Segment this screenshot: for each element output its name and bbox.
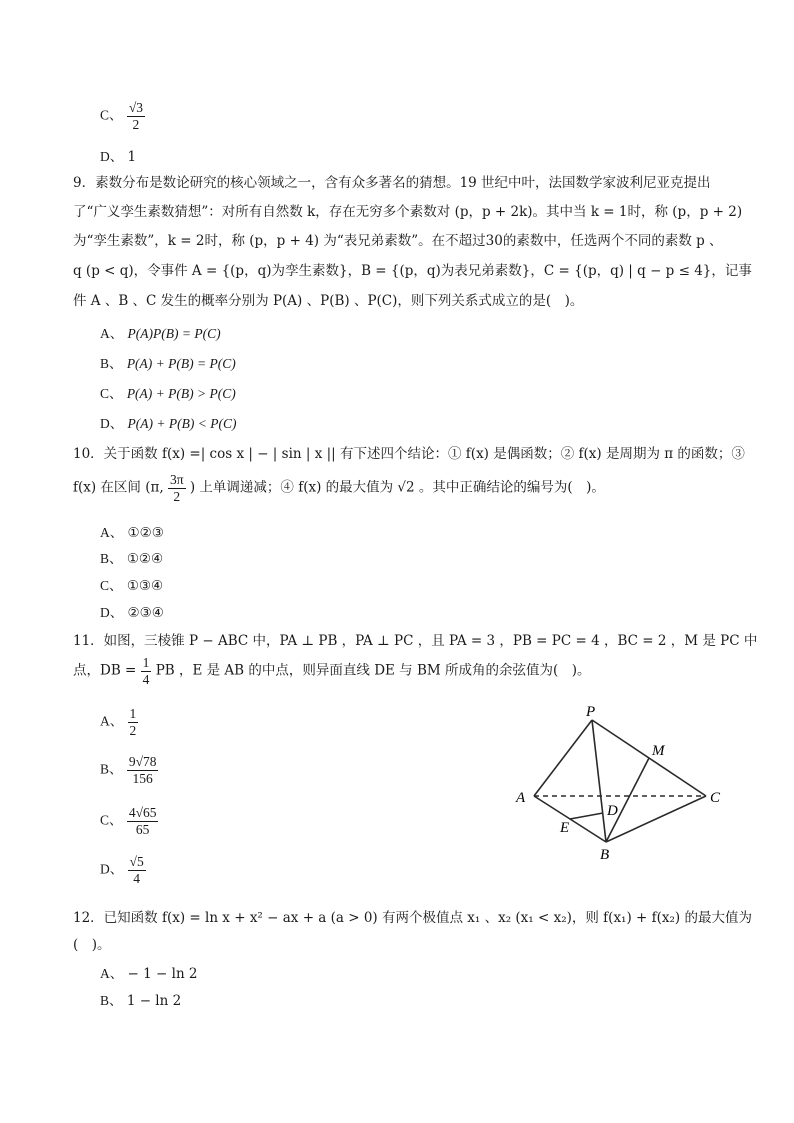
option-text: 1 − ln 2 bbox=[126, 993, 182, 1009]
q9-option-b bbox=[100, 352, 236, 372]
option-label: A、 bbox=[100, 525, 124, 540]
denominator: 156 bbox=[132, 770, 153, 786]
edge-pa bbox=[534, 720, 592, 796]
option-label: A、 bbox=[100, 966, 124, 981]
q8-option-d bbox=[100, 145, 136, 165]
q10-option-d bbox=[100, 601, 164, 621]
numerator: 3π bbox=[169, 472, 184, 487]
option-label: B、 bbox=[100, 993, 123, 1008]
q11-line-1: 11．如图，三棱锥 P − ABC 中，PA ⊥ PB ，PA ⊥ PC ，且 PA = 3 ，PB = PC = 4 ，BC = 2 ，M 是 PC 中 bbox=[73, 633, 758, 649]
q9-line-2: 了“广义孪生素数猜想”：对所有自然数 k，存在无穷多个素数对 (p，p + 2k)。其中当 k = 1时，称 (p，p + 2) bbox=[73, 204, 743, 220]
option-label: B、 bbox=[100, 356, 123, 371]
q10-line-2-end: ) 上单调递减；④ f(x) 的最大值为 √2 。其中正确结论的编号为( )。 bbox=[189, 479, 605, 496]
fraction bbox=[128, 706, 139, 738]
q9-line-3: 为“孪生素数”，k = 2时，称 (p，p + 4) 为“表兄弟素数”。在不超过30的素数中，任选两个不同的素数 p 、 bbox=[73, 233, 723, 249]
denominator: 2 bbox=[132, 116, 140, 132]
q11-line-2 bbox=[73, 655, 591, 687]
option-label: C、 bbox=[100, 386, 123, 401]
q9-option-c bbox=[100, 382, 236, 402]
q10-line-2-start: f(x) 在区间 (π, bbox=[73, 479, 164, 496]
q9-line-1: 9．素数分布是数论研究的核心领域之一，含有众多著名的猜想。19 世纪中叶，法国数学家波利尼亚克提出 bbox=[73, 175, 711, 191]
fraction bbox=[127, 100, 145, 132]
tetrahedron-figure bbox=[508, 700, 738, 865]
fraction bbox=[128, 854, 146, 886]
fraction bbox=[127, 754, 159, 786]
q12-line-1: 12．已知函数 f(x) = ln x + x² − ax + a (a > 0) 有两个极值点 x₁ 、x₂ (x₁ < x₂)，则 f(x₁) + f(x₂) 的最大值为 bbox=[73, 910, 752, 926]
q12-line-2: ( )。 bbox=[73, 937, 111, 953]
option-label: A、 bbox=[100, 326, 124, 341]
segment-bm bbox=[606, 758, 649, 842]
option-text: − 1 − ln 2 bbox=[127, 966, 198, 982]
denominator: 2 bbox=[173, 488, 181, 504]
option-label: D、 bbox=[100, 149, 124, 164]
label-b: B bbox=[600, 847, 610, 863]
numerator: 9√78 bbox=[128, 754, 157, 769]
option-label: D、 bbox=[100, 416, 124, 431]
numerator: 1 bbox=[142, 655, 150, 670]
q11-option-b bbox=[100, 754, 158, 786]
q11-option-d bbox=[100, 854, 146, 886]
fraction bbox=[127, 805, 159, 837]
label-c: C bbox=[710, 790, 721, 806]
q11-option-c bbox=[100, 805, 158, 837]
option-label: D、 bbox=[100, 605, 124, 620]
option-text: P(A)P(B) = P(C) bbox=[127, 326, 221, 341]
q10-line-2 bbox=[73, 472, 605, 504]
q10-option-b bbox=[100, 547, 163, 567]
denominator: 65 bbox=[135, 821, 150, 837]
fraction bbox=[141, 655, 152, 687]
q11-line-2-start: 点，DB = bbox=[73, 662, 137, 679]
edge-bc bbox=[606, 796, 706, 842]
option-label: C、 bbox=[100, 578, 123, 593]
denominator: 4 bbox=[142, 671, 150, 687]
label-e: E bbox=[560, 820, 570, 836]
q10-option-a bbox=[100, 521, 164, 541]
numerator: 1 bbox=[129, 706, 137, 721]
option-text: ①②③ bbox=[127, 525, 164, 541]
q9-line-4: q (p < q)，令事件 A = {(p，q)为孪生素数}，B = {(p，q)为表兄弟素数}，C = {(p，q) | q − p ≤ 4}，记事 bbox=[73, 263, 752, 279]
numerator: 4√65 bbox=[128, 805, 157, 820]
option-text: ①②④ bbox=[126, 551, 164, 567]
edge-pb bbox=[592, 720, 606, 842]
option-text: P(A) + P(B) < P(C) bbox=[127, 416, 237, 431]
label-m: M bbox=[652, 743, 665, 759]
denominator: 2 bbox=[129, 722, 137, 738]
option-label: B、 bbox=[100, 761, 123, 777]
q9-line-5: 件 A 、B 、C 发生的概率分别为 P(A) 、P(B) 、P(C)，则下列关系式成立的是( )。 bbox=[73, 293, 584, 309]
q9-option-a bbox=[100, 322, 221, 342]
q12-option-a bbox=[100, 962, 198, 982]
q12-option-b bbox=[100, 989, 181, 1009]
option-label: C、 bbox=[100, 812, 123, 828]
segment-de bbox=[570, 813, 603, 819]
option-text: P(A) + P(B) > P(C) bbox=[126, 386, 236, 401]
q10-option-c bbox=[100, 574, 163, 594]
option-text: P(A) + P(B) = P(C) bbox=[126, 356, 236, 371]
fraction bbox=[168, 472, 186, 504]
option-text: 1 bbox=[127, 149, 137, 165]
denominator: 4 bbox=[133, 870, 140, 886]
numerator: √3 bbox=[128, 100, 143, 115]
numerator: √5 bbox=[129, 854, 144, 869]
option-label: D、 bbox=[100, 861, 124, 877]
label-d: D bbox=[607, 803, 618, 819]
q10-line-1: 10．关于函数 f(x) =| cos x | − | sin | x || 有下述四个结论：① f(x) 是偶函数；② f(x) 是周期为 π 的函数；③ bbox=[73, 446, 745, 462]
q11-line-2-end: PB ，E 是 AB 的中点，则异面直线 DE 与 BM 所成角的余弦值为( )。 bbox=[155, 662, 591, 679]
label-p: P bbox=[586, 704, 596, 720]
q11-option-a bbox=[100, 706, 138, 738]
option-label: A、 bbox=[100, 713, 124, 729]
option-text: ②③④ bbox=[127, 605, 164, 621]
q8-option-c bbox=[100, 100, 145, 132]
q9-option-d bbox=[100, 412, 236, 432]
option-text: ①③④ bbox=[126, 578, 164, 594]
option-label: B、 bbox=[100, 551, 123, 566]
option-label: C、 bbox=[100, 107, 123, 123]
label-a: A bbox=[516, 790, 526, 806]
